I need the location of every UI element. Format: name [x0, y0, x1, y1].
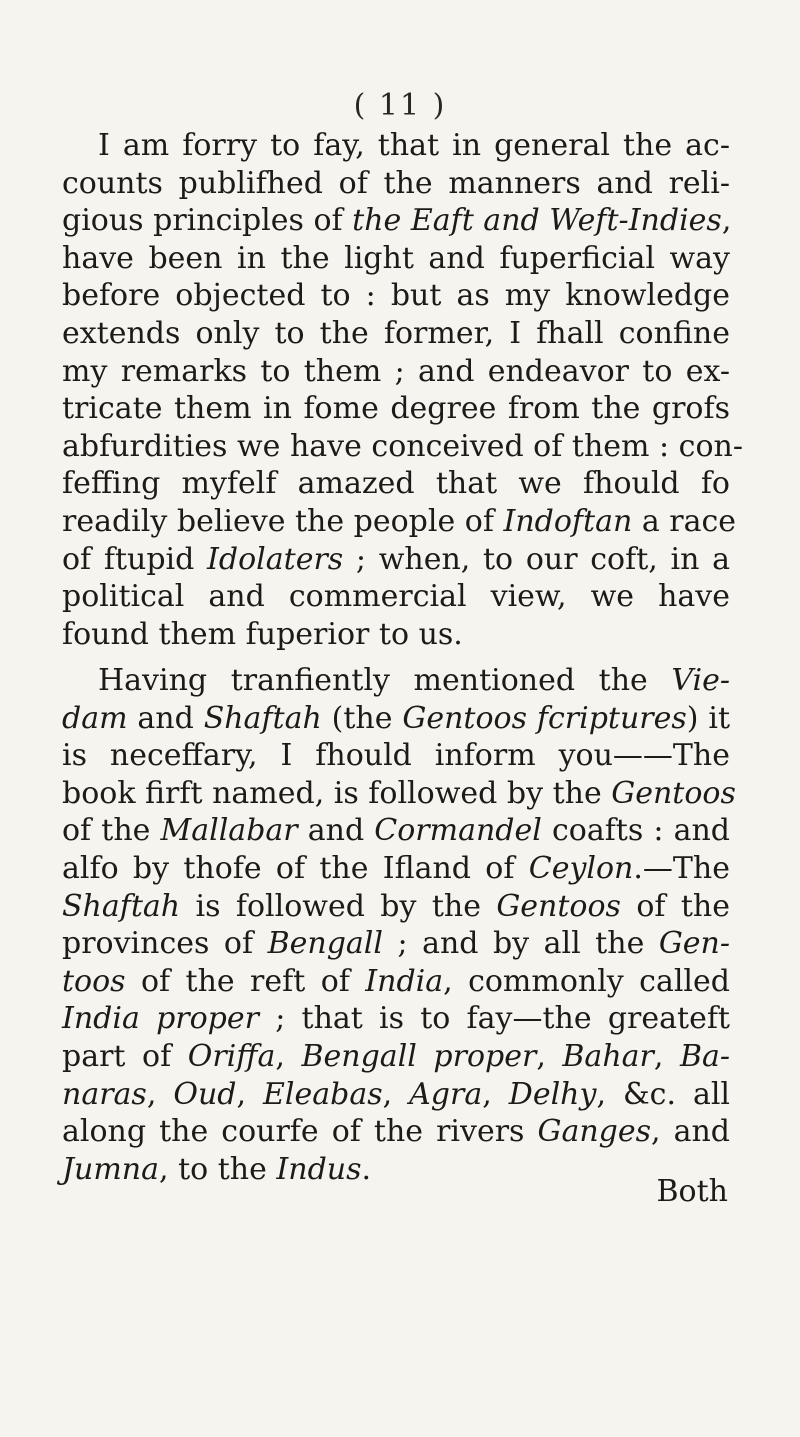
text-line — [62, 578, 730, 616]
text-line — [62, 737, 730, 775]
text-line — [62, 277, 730, 315]
text-segment: readily believe the people of — [62, 503, 504, 539]
page-number: ( 11 ) — [353, 88, 447, 123]
text-segment: of the — [620, 888, 730, 924]
text-segment: before objected to : but as my knowledge — [62, 278, 730, 314]
italic-text: toos — [62, 963, 126, 999]
text-segment: Having tranfiently mentioned the — [98, 663, 672, 698]
italic-text: the Eaft and Weft-Indies — [352, 203, 722, 239]
text-segment: gious principles of — [62, 203, 353, 239]
text-segment: , — [146, 1076, 174, 1112]
text-line — [62, 925, 730, 963]
italic-text: Agra — [409, 1076, 483, 1112]
text-line — [62, 127, 730, 165]
text-segment: , &c. all — [596, 1076, 731, 1112]
italic-text: naras — [62, 1076, 147, 1112]
italic-text: Bengall — [267, 926, 383, 962]
text-segment: is neceffary, I fhould inform you——The — [62, 738, 730, 774]
italic-text: Oud — [173, 1076, 237, 1112]
italic-text: Ganges — [537, 1114, 652, 1150]
text-segment: , to the — [159, 1151, 277, 1187]
text-segment: abfurdities we have conceived of them : con- — [62, 428, 743, 464]
text-segment: a race — [632, 503, 737, 539]
text-segment: , and — [651, 1114, 731, 1150]
text-segment: and — [297, 813, 375, 849]
italic-text: Mallabar — [160, 813, 298, 849]
text-segment: .—The — [633, 850, 730, 886]
text-segment: of ftupid — [62, 541, 208, 577]
italic-text: Jumna — [62, 1151, 160, 1187]
text-segment: . — [361, 1151, 372, 1187]
text-line — [62, 1038, 730, 1076]
text-line — [62, 240, 730, 278]
italic-text: Oriffa — [187, 1038, 276, 1074]
text-segment: , commonly called — [443, 963, 730, 999]
text-line — [62, 775, 736, 813]
italic-text: Vie- — [671, 663, 730, 698]
text-segment: is followed by the — [180, 888, 497, 924]
text-line — [62, 428, 743, 466]
italic-text: Bahar — [562, 1038, 654, 1074]
text-segment: ) it — [686, 700, 730, 736]
text-line — [62, 963, 730, 1001]
italic-text: India — [365, 963, 444, 999]
text-line — [62, 812, 730, 850]
italic-text: Ceylon — [528, 850, 634, 886]
text-segment: tricate them in fome degree from the grofs — [62, 391, 730, 427]
italic-text: Shaftah — [203, 700, 322, 736]
italic-text: Gentoos fcriptures — [402, 700, 687, 736]
text-line — [62, 700, 730, 738]
text-segment: coafts : and — [541, 813, 730, 849]
text-segment: I am forry to fay, that in general the ac- — [98, 128, 730, 163]
text-line — [62, 1000, 730, 1038]
text-line — [62, 465, 730, 503]
text-segment: ; and by all the — [382, 926, 659, 962]
text-segment: of the reft of — [125, 963, 366, 999]
catchword: Both — [656, 1174, 728, 1209]
text-segment: my remarks to them ; and endeavor to ex- — [62, 353, 730, 389]
text-segment: , — [382, 1076, 410, 1112]
paragraph-2 — [62, 662, 736, 1188]
text-segment: ; when, to our coft, in a — [343, 541, 730, 577]
italic-text: dam — [62, 700, 128, 736]
text-segment: of the — [62, 813, 161, 849]
text-segment: ; that is to fay—the greateft — [258, 1001, 730, 1037]
text-line — [62, 202, 730, 240]
text-segment: book firft named, is followed by the — [62, 775, 612, 811]
italic-text: Bengall proper — [301, 1038, 537, 1074]
italic-text: Indoftan — [503, 503, 633, 539]
text-segment: have been in the light and fuperficial way — [62, 240, 730, 276]
italic-text: Cormandel — [374, 813, 542, 849]
italic-text: India proper — [62, 1001, 259, 1037]
text-segment: , — [536, 1038, 563, 1074]
italic-text: Gentoos — [611, 775, 736, 811]
text-segment: , — [482, 1076, 509, 1112]
italic-text: Idolaters — [207, 541, 344, 577]
text-line — [62, 662, 730, 700]
text-line — [62, 1151, 730, 1189]
italic-text: Indus — [276, 1151, 362, 1187]
text-line — [62, 850, 730, 888]
text-segment: , — [653, 1038, 680, 1074]
italic-text: Shaftah — [62, 888, 181, 924]
italic-text: Gentoos — [496, 888, 621, 924]
italic-text: Delhy — [508, 1076, 597, 1112]
text-line — [62, 503, 737, 541]
text-segment: , — [275, 1038, 302, 1074]
text-line — [62, 1076, 730, 1114]
text-segment: found them fuperior to us. — [62, 616, 463, 652]
text-line — [62, 165, 730, 203]
text-segment: alfo by thofe of the Ifland of — [62, 850, 529, 886]
text-segment: provinces of — [62, 926, 268, 962]
text-segment: feffing myfelf amazed that we fhould fo — [62, 466, 730, 502]
text-segment: , — [236, 1076, 263, 1112]
italic-text: Eleabas — [263, 1076, 383, 1112]
text-line — [62, 541, 730, 579]
text-segment: political and commercial view, we have — [62, 579, 730, 615]
italic-text: Gen- — [658, 926, 730, 962]
text-segment: along the courfe of the rivers — [62, 1114, 538, 1150]
text-segment: counts publifhed of the manners and reli- — [62, 165, 730, 201]
text-line — [62, 1113, 730, 1151]
text-segment: extends only to the former, I fhall confine — [62, 315, 730, 351]
text-segment: and — [127, 700, 204, 736]
text-line — [62, 353, 730, 391]
text-line — [62, 390, 730, 428]
italic-text: Ba- — [679, 1038, 731, 1074]
text-segment: part of — [62, 1038, 188, 1074]
text-segment: (the — [321, 700, 403, 736]
text-segment: , — [721, 203, 732, 239]
text-line — [62, 315, 730, 353]
text-line — [62, 616, 730, 654]
paragraph-1 — [62, 127, 743, 653]
text-line — [62, 888, 730, 926]
